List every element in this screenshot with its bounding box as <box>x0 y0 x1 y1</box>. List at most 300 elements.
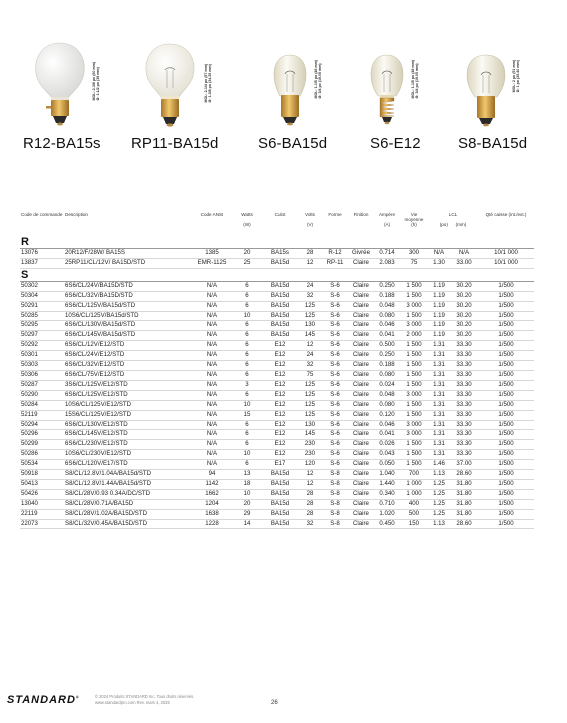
cell-lcl-mm: 33.30 <box>450 351 478 361</box>
cell-ansi: EMR-1125 <box>192 258 232 268</box>
cell-ampere: 2.083 <box>374 258 400 268</box>
cell-forme: S-6 <box>322 331 348 341</box>
cell-forme: S-6 <box>322 311 348 321</box>
bulb-label-rp11: RP11-BA15d <box>131 135 219 152</box>
table-row <box>20 281 534 291</box>
cell-culot: E12 <box>262 361 298 371</box>
cell-lcl-mm: 33.30 <box>450 341 478 351</box>
cell-culot: BA15d <box>262 258 298 268</box>
cell-lcl-mm: 30.20 <box>450 331 478 341</box>
cell-culot: BA15d <box>262 311 298 321</box>
cell-qte: 1/500 <box>478 341 534 351</box>
page-footer <box>0 688 567 718</box>
cell-code: 50296 <box>20 430 64 440</box>
cell-finition: Claire <box>348 311 374 321</box>
cell-ampere: 0.188 <box>374 291 400 301</box>
col-header-code: Code de commande <box>21 212 63 217</box>
cell-qte: 1/500 <box>478 361 534 371</box>
cell-lcl-mm: 33.30 <box>450 380 478 390</box>
cell-ansi: N/A <box>192 450 232 460</box>
cell-watts: 6 <box>232 331 262 341</box>
cell-volts: 130 <box>298 321 322 331</box>
cell-volts: 24 <box>298 351 322 361</box>
cell-watts: 13 <box>232 470 262 480</box>
cell-vie: 1 500 <box>400 341 428 351</box>
table-row <box>20 479 534 489</box>
cell-description: 6S6/CL/75V/E12/STD <box>64 370 192 380</box>
cell-ansi: N/A <box>192 351 232 361</box>
cell-vie: 75 <box>400 258 428 268</box>
table-row <box>20 470 534 480</box>
cell-vie: 150 <box>400 519 428 529</box>
cell-lcl-mm: 28.60 <box>450 470 478 480</box>
cell-ansi: N/A <box>192 390 232 400</box>
cell-lcl-mm: 30.20 <box>450 291 478 301</box>
cell-lcl-po: 1.31 <box>428 390 450 400</box>
cell-culot: BA15d <box>262 291 298 301</box>
cell-forme: S-6 <box>322 390 348 400</box>
cell-volts: 32 <box>298 519 322 529</box>
ampere-label: Ampère <box>378 212 396 217</box>
volts-label: Volts <box>305 212 315 217</box>
col-header-volts <box>298 212 322 236</box>
cell-vie: 1 500 <box>400 291 428 301</box>
cell-qte: 1/500 <box>478 291 534 301</box>
cell-code: 50287 <box>20 380 64 390</box>
cell-lcl-mm: 33.30 <box>450 430 478 440</box>
cell-ansi: N/A <box>192 410 232 420</box>
cell-finition: Claire <box>348 460 374 470</box>
cell-forme: S-8 <box>322 519 348 529</box>
cell-culot: E12 <box>262 370 298 380</box>
vie-unit: (h) <box>411 222 417 228</box>
cell-ampere: 0.041 <box>374 331 400 341</box>
cell-lcl-mm: 31.80 <box>450 499 478 509</box>
cell-forme: S-6 <box>322 440 348 450</box>
cell-culot: BA15d <box>262 489 298 499</box>
cell-code: 50534 <box>20 460 64 470</box>
cell-qte: 1/500 <box>478 311 534 321</box>
cell-watts: 20 <box>232 249 262 259</box>
cell-culot: E12 <box>262 341 298 351</box>
cell-lcl-po: 1.19 <box>428 321 450 331</box>
cell-lcl-po: 1.13 <box>428 519 450 529</box>
ampere-unit: (A) <box>383 222 391 228</box>
cell-forme: S-6 <box>322 420 348 430</box>
cell-code: 50286 <box>20 450 64 460</box>
cell-watts: 25 <box>232 258 262 268</box>
cell-forme: S-6 <box>322 450 348 460</box>
cell-lcl-mm: 33.30 <box>450 420 478 430</box>
cell-finition: Claire <box>348 301 374 311</box>
cell-ansi: 94 <box>192 470 232 480</box>
group-heading: R <box>20 236 534 249</box>
cell-code: 50301 <box>20 351 64 361</box>
cell-ansi: 1204 <box>192 499 232 509</box>
cell-code: 50303 <box>20 361 64 371</box>
cell-forme: S-6 <box>322 321 348 331</box>
cell-ansi: N/A <box>192 370 232 380</box>
cell-lcl-mm: 33.00 <box>450 258 478 268</box>
table-row <box>20 509 534 519</box>
cell-forme: RP-11 <box>322 258 348 268</box>
cell-volts: 145 <box>298 331 322 341</box>
cell-qte: 1/500 <box>478 281 534 291</box>
standard-logo <box>7 694 80 706</box>
cell-ansi: N/A <box>192 400 232 410</box>
cell-volts: 230 <box>298 440 322 450</box>
cell-finition: Claire <box>348 440 374 450</box>
cell-ampere: 0.080 <box>374 400 400 410</box>
table-row <box>20 249 534 259</box>
cell-qte: 1/500 <box>478 370 534 380</box>
cell-watts: 6 <box>232 440 262 450</box>
cell-lcl-po: 1.19 <box>428 291 450 301</box>
cell-code: 50292 <box>20 341 64 351</box>
cell-code: 50302 <box>20 281 64 291</box>
bulb-dimensions: MOL: 2-1/4 po (57 mm) Ø: 1-3/8 po (34.35 mm) <box>204 64 213 103</box>
cell-watts: 20 <box>232 499 262 509</box>
cell-watts: 10 <box>232 400 262 410</box>
cell-description: 6S6/CL/145V/E12/STD <box>64 430 192 440</box>
cell-watts: 6 <box>232 341 262 351</box>
cell-finition: Claire <box>348 400 374 410</box>
cell-lcl-po: 1.19 <box>428 281 450 291</box>
cell-qte: 1/500 <box>478 460 534 470</box>
cell-ansi: 1638 <box>192 509 232 519</box>
cell-volts: 28 <box>298 489 322 499</box>
col-header-ansi: Code ANSI <box>200 212 224 217</box>
cell-culot: BA15d <box>262 281 298 291</box>
cell-lcl-mm: 33.30 <box>450 370 478 380</box>
cell-lcl-mm: 33.30 <box>450 450 478 460</box>
cell-description: 6S6/CL/24V/BA15D/STD <box>64 281 192 291</box>
col-header-culot: Culot <box>274 212 286 217</box>
cell-volts: 125 <box>298 311 322 321</box>
cell-vie: 1 000 <box>400 479 428 489</box>
table-row <box>20 258 534 268</box>
cell-description: 3S6/CL/125V/E12/STD <box>64 380 192 390</box>
cell-ampere: 1.440 <box>374 479 400 489</box>
cell-volts: 75 <box>298 370 322 380</box>
cell-forme: S-6 <box>322 281 348 291</box>
lcl-po-unit: (po) <box>439 222 448 228</box>
cell-vie: 1 500 <box>400 410 428 420</box>
cell-forme: S-6 <box>322 460 348 470</box>
cell-volts: 130 <box>298 420 322 430</box>
cell-ansi: N/A <box>192 420 232 430</box>
cell-finition: Givrée <box>348 249 374 259</box>
table-row <box>20 440 534 450</box>
cell-lcl-mm: 31.80 <box>450 479 478 489</box>
cell-finition: Claire <box>348 351 374 361</box>
cell-qte: 1/500 <box>478 450 534 460</box>
table-row <box>20 430 534 440</box>
cell-watts: 6 <box>232 420 262 430</box>
cell-forme: S-6 <box>322 291 348 301</box>
table-row <box>20 291 534 301</box>
cell-ansi: N/A <box>192 331 232 341</box>
cell-culot: E12 <box>262 430 298 440</box>
cell-culot: E12 <box>262 380 298 390</box>
cell-forme: S-6 <box>322 351 348 361</box>
col-header-lcl <box>428 212 478 236</box>
cell-lcl-po: 1.31 <box>428 361 450 371</box>
cell-lcl-po: 1.25 <box>428 479 450 489</box>
spec-table <box>20 212 534 529</box>
cell-volts: 28 <box>298 499 322 509</box>
cell-description: 25RP11/CL/12V/ BA15D/STD <box>64 258 192 268</box>
cell-ansi: N/A <box>192 291 232 301</box>
cell-vie: 300 <box>400 249 428 259</box>
cell-qte: 1/500 <box>478 331 534 341</box>
cell-code: 13040 <box>20 499 64 509</box>
cell-finition: Claire <box>348 479 374 489</box>
cell-ampere: 0.046 <box>374 321 400 331</box>
cell-lcl-mm: 33.30 <box>450 410 478 420</box>
cell-lcl-po: 1.19 <box>428 301 450 311</box>
cell-lcl-po: 1.25 <box>428 489 450 499</box>
cell-forme: R-12 <box>322 249 348 259</box>
cell-description: 10S6/CL/125V/E12/STD <box>64 400 192 410</box>
cell-culot: BA15d <box>262 479 298 489</box>
cell-culot: E12 <box>262 420 298 430</box>
cell-ansi: N/A <box>192 361 232 371</box>
cell-vie: 1 500 <box>400 380 428 390</box>
table-row <box>20 450 534 460</box>
cell-description: S8/CL/32V/0.45A/BA15D/STD <box>64 519 192 529</box>
cell-culot: BA15d <box>262 519 298 529</box>
cell-lcl-po: 1.30 <box>428 258 450 268</box>
cell-ansi: 1385 <box>192 249 232 259</box>
cell-culot: BA15d <box>262 470 298 480</box>
bulb-dimensions: MOL: 2-3/8 po (60 mm) Ø: 1-1/2 po (38 mm) <box>92 62 101 101</box>
cell-description: 20R12/F/28W/ BA15S <box>64 249 192 259</box>
cell-ansi: N/A <box>192 440 232 450</box>
cell-vie: 3 000 <box>400 301 428 311</box>
cell-ampere: 1.040 <box>374 470 400 480</box>
col-header-qte: Qté caisse (int./ext.) <box>485 212 527 217</box>
col-header-forme: Forme <box>328 212 342 217</box>
cell-qte: 10/1 000 <box>478 258 534 268</box>
cell-ampere: 0.024 <box>374 380 400 390</box>
cell-forme: S-6 <box>322 341 348 351</box>
cell-volts: 12 <box>298 479 322 489</box>
col-header-watts <box>232 212 262 236</box>
cell-forme: S-6 <box>322 361 348 371</box>
cell-watts: 18 <box>232 479 262 489</box>
cell-vie: 2 000 <box>400 331 428 341</box>
cell-lcl-po: 1.31 <box>428 370 450 380</box>
table-row <box>20 301 534 311</box>
cell-vie: 400 <box>400 499 428 509</box>
cell-ansi: N/A <box>192 430 232 440</box>
vie-label: Vie moyenne <box>404 212 424 223</box>
cell-lcl-mm: 33.30 <box>450 400 478 410</box>
cell-lcl-mm: 31.80 <box>450 489 478 499</box>
cell-volts: 12 <box>298 258 322 268</box>
cell-qte: 1/500 <box>478 380 534 390</box>
cell-forme: S-8 <box>322 499 348 509</box>
cell-ansi: N/A <box>192 460 232 470</box>
cell-ampere: 0.026 <box>374 440 400 450</box>
cell-volts: 125 <box>298 400 322 410</box>
cell-culot: E12 <box>262 351 298 361</box>
cell-finition: Claire <box>348 281 374 291</box>
cell-vie: 1 500 <box>400 311 428 321</box>
cell-qte: 1/500 <box>478 489 534 499</box>
cell-vie: 700 <box>400 470 428 480</box>
cell-code: 50918 <box>20 470 64 480</box>
cell-vie: 1 500 <box>400 450 428 460</box>
cell-qte: 1/500 <box>478 321 534 331</box>
cell-ansi: N/A <box>192 321 232 331</box>
col-header-finition: Finition <box>353 212 369 217</box>
cell-ampere: 0.080 <box>374 311 400 321</box>
cell-forme: S-6 <box>322 370 348 380</box>
cell-code: 50284 <box>20 400 64 410</box>
cell-description: S8/CL/28V/0.93 0.34A/DC/STD <box>64 489 192 499</box>
cell-ansi: N/A <box>192 380 232 390</box>
cell-watts: 29 <box>232 509 262 519</box>
cell-qte: 1/500 <box>478 351 534 361</box>
cell-code: 50295 <box>20 321 64 331</box>
cell-code: 50299 <box>20 440 64 450</box>
col-header-vie <box>400 212 428 236</box>
lcl-label: LCL <box>448 212 458 217</box>
table-row <box>20 341 534 351</box>
cell-ansi: N/A <box>192 281 232 291</box>
cell-ampere: 0.188 <box>374 361 400 371</box>
cell-finition: Claire <box>348 420 374 430</box>
cell-vie: 1 500 <box>400 370 428 380</box>
cell-finition: Claire <box>348 509 374 519</box>
cell-culot: E17 <box>262 460 298 470</box>
cell-description: 6S6/CL/130V/BA15d/STD <box>64 321 192 331</box>
cell-description: 6S6/CL/125V/E12/STD <box>64 390 192 400</box>
cell-vie: 1 500 <box>400 281 428 291</box>
cell-volts: 120 <box>298 460 322 470</box>
cell-qte: 1/500 <box>478 301 534 311</box>
cell-ampere: 0.340 <box>374 489 400 499</box>
cell-qte: 1/500 <box>478 470 534 480</box>
cell-description: 6S6/CL/130V/E12/STD <box>64 420 192 430</box>
cell-finition: Claire <box>348 331 374 341</box>
cell-lcl-mm: 30.20 <box>450 311 478 321</box>
cell-volts: 24 <box>298 281 322 291</box>
cell-volts: 12 <box>298 341 322 351</box>
cell-description: S8/CL/28V/1.02A/BA15D/STD <box>64 509 192 519</box>
group-row <box>20 236 534 249</box>
cell-watts: 10 <box>232 450 262 460</box>
cell-description: 6S6/CL/12V/E12/STD <box>64 341 192 351</box>
cell-volts: 230 <box>298 450 322 460</box>
cell-finition: Claire <box>348 410 374 420</box>
cell-forme: S-6 <box>322 400 348 410</box>
cell-description: 6S6/CL/32V/E12/STD <box>64 361 192 371</box>
cell-lcl-po: 1.31 <box>428 351 450 361</box>
cell-description: 6S6/CL/32V/BA15D/STD <box>64 291 192 301</box>
cell-qte: 1/500 <box>478 400 534 410</box>
cell-code: 50304 <box>20 291 64 301</box>
cell-volts: 28 <box>298 249 322 259</box>
cell-culot: E12 <box>262 400 298 410</box>
cell-ansi: N/A <box>192 301 232 311</box>
table-row <box>20 370 534 380</box>
cell-finition: Claire <box>348 321 374 331</box>
cell-code: 50285 <box>20 311 64 321</box>
cell-code: 22119 <box>20 509 64 519</box>
cell-lcl-po: 1.31 <box>428 400 450 410</box>
spec-table-body <box>20 236 534 529</box>
cell-description: 6S6/CL/230V/E12/STD <box>64 440 192 450</box>
bulb-dimensions: MOL: 2 po (51 mm) Ø: 1 po (25.40 mm) <box>512 60 521 93</box>
website-revision: www.standardpro.com Rev. mars 4, 2025 <box>95 699 170 705</box>
cell-description: S8/CL/28V/0.71A/BA15D <box>64 499 192 509</box>
cell-culot: BA15d <box>262 321 298 331</box>
cell-forme: S-6 <box>322 410 348 420</box>
cell-finition: Claire <box>348 390 374 400</box>
cell-watts: 6 <box>232 430 262 440</box>
cell-ampere: 0.048 <box>374 301 400 311</box>
cell-volts: 125 <box>298 410 322 420</box>
cell-watts: 15 <box>232 410 262 420</box>
cell-culot: BA15d <box>262 509 298 519</box>
cell-lcl-po: 1.31 <box>428 430 450 440</box>
cell-watts: 6 <box>232 301 262 311</box>
table-row <box>20 390 534 400</box>
cell-ansi: 1228 <box>192 519 232 529</box>
cell-lcl-po: 1.19 <box>428 311 450 321</box>
cell-ampere: 0.120 <box>374 410 400 420</box>
cell-volts: 32 <box>298 361 322 371</box>
cell-lcl-po: 1.19 <box>428 331 450 341</box>
table-row <box>20 410 534 420</box>
table-row <box>20 311 534 321</box>
cell-culot: E12 <box>262 450 298 460</box>
cell-lcl-mm: 31.80 <box>450 509 478 519</box>
table-row <box>20 361 534 371</box>
cell-lcl-po: N/A <box>428 249 450 259</box>
bulb-rp11-image <box>140 40 200 135</box>
bulb-dimensions: MOL: 1-1/5 po (48 mm) Ø: 3/4 po (19.05 mm) <box>314 60 323 99</box>
cell-ansi: N/A <box>192 311 232 321</box>
cell-finition: Claire <box>348 370 374 380</box>
cell-qte: 1/500 <box>478 440 534 450</box>
cell-forme: S-8 <box>322 479 348 489</box>
cell-ampere: 0.080 <box>374 370 400 380</box>
cell-qte: 10/1 000 <box>478 249 534 259</box>
watts-label: Watts <box>241 212 253 217</box>
table-header-row <box>20 212 534 236</box>
bulb-label-s6-e12: S6-E12 <box>370 135 421 152</box>
cell-lcl-po: 1.31 <box>428 341 450 351</box>
table-row <box>20 460 534 470</box>
cell-watts: 10 <box>232 311 262 321</box>
cell-description: 6S6/CL/145V/BA15d/STD <box>64 331 192 341</box>
cell-qte: 1/500 <box>478 420 534 430</box>
cell-vie: 1 500 <box>400 361 428 371</box>
cell-code: 50413 <box>20 479 64 489</box>
cell-vie: 1 500 <box>400 440 428 450</box>
cell-description: 6S6/CL/24V/E12/STD <box>64 351 192 361</box>
col-header-description: Description <box>65 212 88 217</box>
cell-vie: 1 500 <box>400 400 428 410</box>
logo-text: STANDARD <box>7 694 76 706</box>
cell-vie: 3 000 <box>400 390 428 400</box>
bulb-dimensions: MOL: 1-1/5 po (48 mm) Ø: 3/4 po (19.05 mm) <box>411 60 420 99</box>
cell-description: 15S6/CL/125V/E12/STD <box>64 410 192 420</box>
